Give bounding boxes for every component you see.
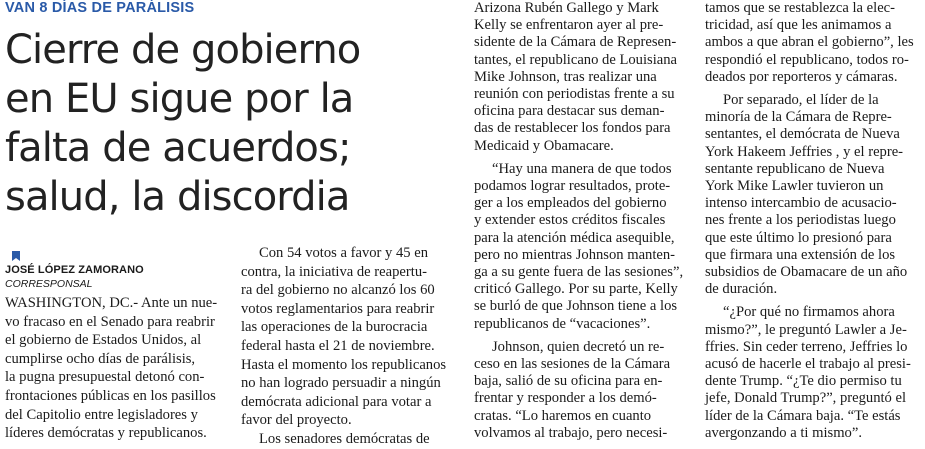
text-line: sentantes, el demócrata de Nueva [705, 126, 900, 143]
text-line: deados por reporteros y cámaras. [705, 68, 898, 85]
text-line: federal hasta el 21 de noviembre. [241, 337, 435, 354]
text-line: no han logrado persuadir a ningún [241, 375, 441, 392]
text-line: la pugna presupuestal detonó con- [5, 369, 205, 386]
text-line: acusó de hacerle el trabajo al presi- [705, 356, 911, 373]
text-line: York Mike Lawler tuvieron un [705, 178, 884, 195]
text-line: WASHINGTON, DC.- Ante un nue- [5, 295, 218, 311]
text-line: que este último lo presionó para [705, 229, 892, 246]
headline-line: Cierre de gobierno [5, 27, 361, 73]
text-line: ger a los empleados del gobierno [474, 195, 667, 212]
text-line: el gobierno de Estados Unidos, al [5, 332, 202, 349]
article-column-1 [5, 294, 233, 443]
text-line: las operaciones de la burocracia [241, 319, 428, 336]
kicker-label: VAN 8 DÍAS DE PARÁLISIS [5, 0, 195, 16]
text-line: para la atención médica asequible, [474, 229, 675, 246]
text-line: baja, salió de su oficina para en- [474, 373, 663, 390]
text-line: avergonzando a ti mismo”. [705, 424, 862, 441]
text-line: criticó Gallego. Por su parte, Kelly [474, 281, 678, 298]
text-line: favor del proyecto. [241, 412, 352, 429]
byline-bookmark-icon [12, 251, 20, 261]
text-line: contra, la iniciativa de reapertu- [241, 263, 427, 280]
text-line: y extender estos créditos fiscales [474, 212, 666, 229]
text-line: de duración. [705, 281, 778, 298]
text-line: ra del gobierno no alcanzó los 60 [241, 282, 435, 299]
article-column-4 [705, 0, 921, 442]
text-line: demócrata adicional para votar a [241, 393, 432, 410]
text-line: sidente de la Cámara de Represen- [474, 34, 677, 51]
text-line: ffries. Sin ceder terreno, Jeffries lo [705, 338, 908, 355]
text-line: Johnson, quien decretó un re- [492, 338, 665, 355]
text-line: podamos lograr resultados, prote- [474, 178, 671, 195]
text-line: pero no mientras Johnson manten- [474, 246, 676, 263]
text-line: Por separado, el líder de la [723, 92, 879, 109]
text-line: se burló de que Johnson tiene a los [474, 298, 678, 315]
article-column-3 [474, 0, 696, 442]
text-line: del Capitolio entre legisladores y [5, 406, 198, 423]
text-line: Kelly se enfrentaron ayer al pre- [474, 17, 664, 34]
headline [5, 26, 425, 222]
text-line: vo fracaso en el Senado para reabrir [5, 313, 215, 330]
text-line: Con 54 votos a favor y 45 en [259, 245, 429, 261]
text-line: intenso intercambio de acusacio- [705, 195, 897, 212]
text-line: “¿Por qué no firmamos ahora [723, 304, 895, 321]
text-line: ambos a que abran el gobierno”, les [705, 34, 914, 51]
text-line: ceso en las sesiones de la Cámara [474, 356, 671, 373]
byline-role: CORRESPONSAL [5, 278, 93, 290]
text-line: “Hay una manera de que todos [492, 160, 672, 177]
headline-line: falta de acuerdos; [5, 125, 351, 171]
text-line: subsidios de Obamacare de un año [705, 264, 908, 281]
text-line: frontaciones públicas en los pasillos [5, 387, 216, 404]
text-line: respondió el republicano, todos ro- [705, 51, 909, 68]
text-line: nes frente a los periodistas luego [705, 212, 896, 229]
text-line: York Hakeem Jeffries , y el repre- [705, 143, 904, 160]
text-line: ga a su gente fuera de las sesiones”, [474, 264, 684, 281]
headline-line: en EU sigue por la [5, 76, 354, 122]
text-line: cumplirse ocho días de parálisis, [5, 350, 196, 367]
text-line: Los senadores demócratas de [259, 430, 430, 447]
text-line: dente Trump. “¿Te dio permiso tu [705, 373, 902, 390]
text-line: líderes demócratas y republicanos. [5, 425, 207, 442]
text-line: minoría de la Cámara de Repre- [705, 109, 892, 126]
text-line: que firmara una extensión de los [705, 246, 896, 263]
article-column-2 [241, 244, 461, 449]
text-line: tantes, el republicano de Louisiana [474, 51, 678, 68]
text-line: Mike Johnson, tras realizar una [474, 68, 657, 85]
text-line: mismo?”, le preguntó Lawler a Je- [705, 321, 907, 338]
byline-author: JOSÉ LÓPEZ ZAMORANO [5, 264, 144, 276]
text-line: líder de la Cámara baja. “Te estás [705, 407, 901, 424]
text-line: frentar y responder a los demó- [474, 390, 657, 407]
text-line: reunión con periodistas frente a su [474, 86, 675, 103]
text-line: tricidad, así que les animamos a [705, 17, 892, 34]
text-line: oficina para destacar sus deman- [474, 103, 665, 120]
text-line: votos reglamentarios para reabrir [241, 300, 435, 317]
text-line: Arizona Rubén Gallego y Mark [474, 0, 659, 16]
text-line: volvamos al trabajo, pero necesi- [474, 424, 668, 441]
text-line: tamos que se restablezca la elec- [705, 0, 896, 16]
text-line: Medicaid y Obamacare. [474, 137, 614, 154]
text-line: jefe, Donald Trump?”, preguntó el [705, 390, 907, 407]
text-line: sentante republicano de Nueva [705, 160, 885, 177]
text-line: das de restablecer los fondos para [474, 120, 671, 137]
text-line: republicanos de “vacaciones”. [474, 315, 651, 332]
headline-line: salud, la discordia [5, 174, 350, 220]
text-line: cratas. “Lo haremos en cuanto [474, 407, 652, 424]
text-line: Hasta el momento los republicanos [241, 356, 447, 373]
